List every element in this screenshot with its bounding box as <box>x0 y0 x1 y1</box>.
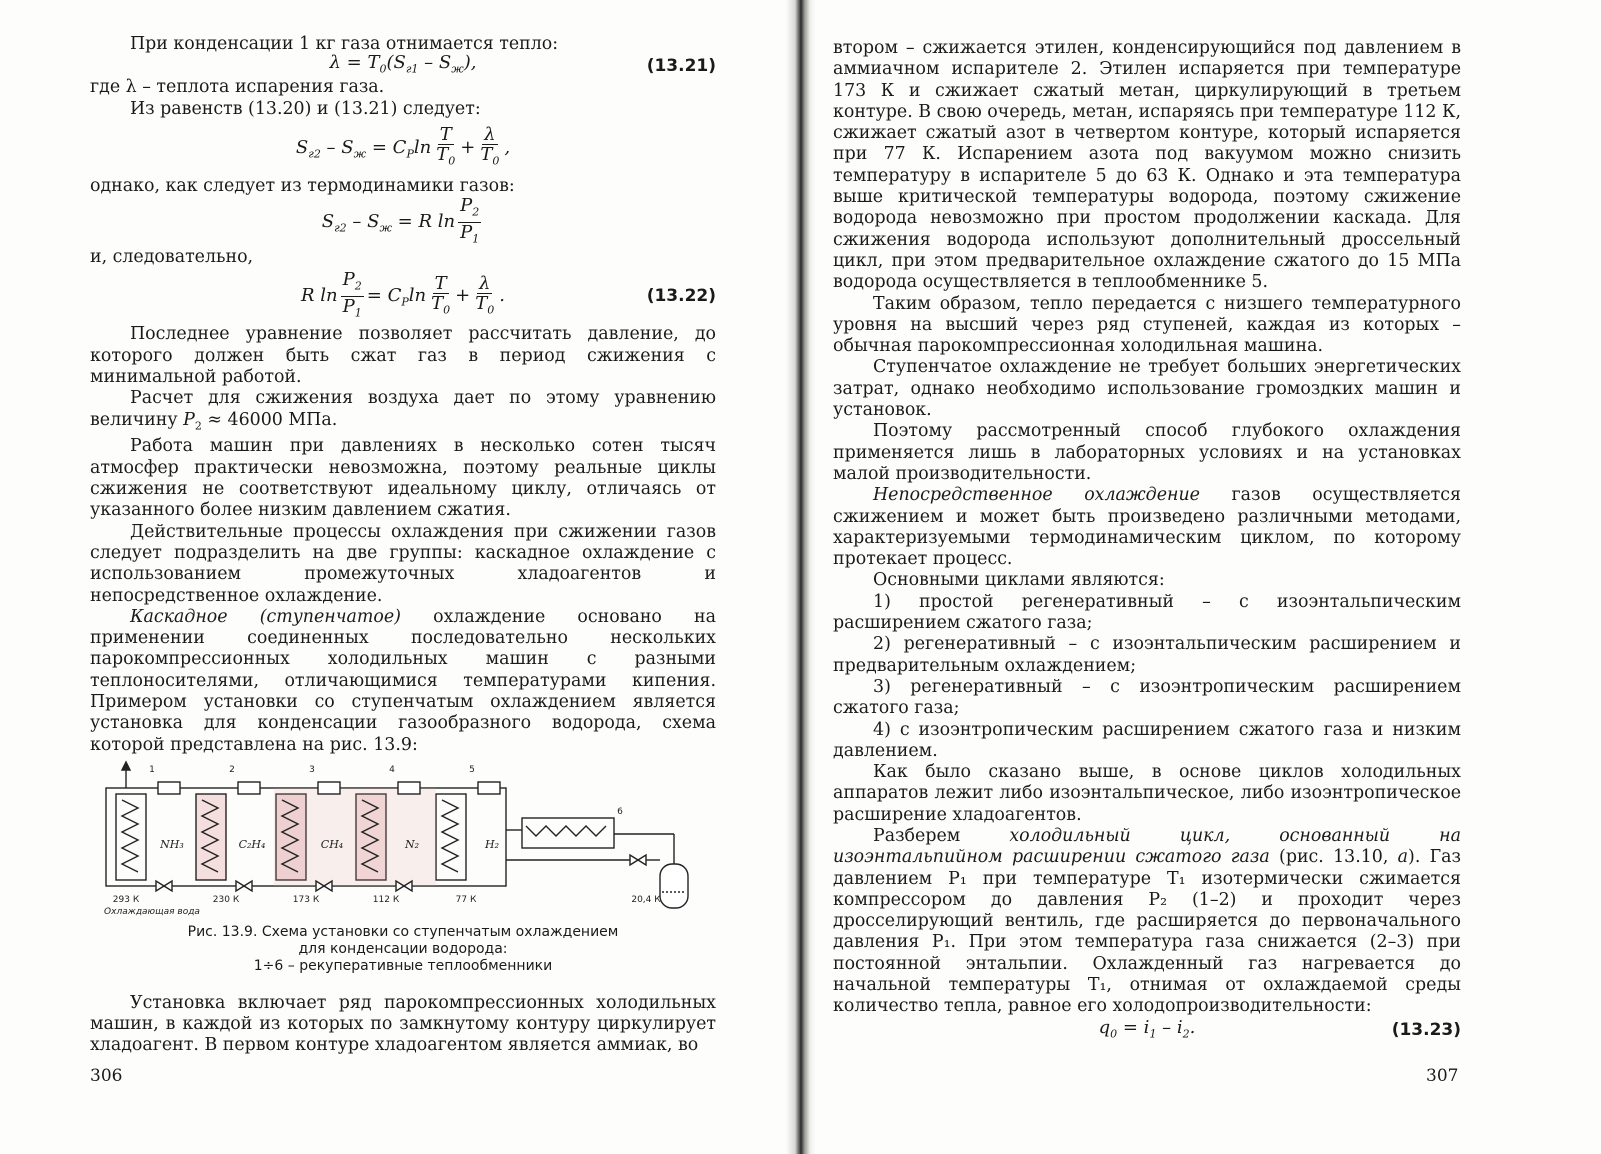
temperature-label: 112 К <box>372 894 400 905</box>
paragraph: Ступенчатое охлаждение не требует больших энергетических затрат, однако необходимо использование громоздких машин и установок. <box>833 357 1461 421</box>
heat-exchanger-6 <box>522 818 614 848</box>
paragraph: втором – сжижается этилен, конденсирующийся под давлением в аммиачном испарителе 2. Этилен испаряется при температуре 173 К и сжижает сжатый метан, циркулирующий в третьем контуре. В свою очередь, метан, испаряясь при температуре 112 К, сжижает сжатый азот в четвертом контуре, который испаряется при 77 К. Испарением азота под вакуумом можно снизить температуру в испарителе 5 до 63 К. Однако и эта температура выше критической температуры водорода, поэтому сжижение водорода невозможно при простом продолжении каскада. Для сжижения водорода используют дополнительный дроссельный цикл, при этом предварительное охлаждение сжатого до 15 МПа водорода осуществляется в теплообменнике 5. <box>833 38 1461 293</box>
list-item: 1) простой регенеративный – с изоэнтальпическим расширением сжатого газа; <box>833 591 1461 634</box>
paragraph: При конденсации 1 кг газа отнимается тепло: <box>130 34 559 54</box>
paragraph: Расчет для сжижения воздуха дает по этому уравнению величину $P_2 \approx 46000$ МПа. <box>90 388 716 433</box>
paragraph: и, следовательно, <box>90 247 254 268</box>
paragraph: Из равенств (13.20) и (13.21) следует: <box>130 98 481 119</box>
paragraph: Поэтому рассмотренный способ глубокого охлаждения применяется лишь в лабораторных условиях и на установках малой производительности. <box>833 421 1461 484</box>
paragraph: Действительные процессы охлаждения при сжижении газов следует подразделить на две группы: каскадное охлаждение с использованием промежуточных хладоагентов и непосредственное охлаждение. <box>90 521 716 606</box>
temperature-label: 230 К <box>212 894 240 905</box>
equation-entropy-2: $S_{г2} - S_ж = R$ ln $\frac{P_2}{P_1}$ <box>321 195 480 246</box>
figure-13-9-diagram <box>90 760 716 920</box>
paragraph: Как было сказано выше, в основе циклов холодильных аппаратов лежит либо изоэнтальпическое, либо изоэнтропическое расширение хладоагентов. <box>833 762 1461 825</box>
paragraph: Последнее уравнение позволяет рассчитать давление, до которого должен быть сжат газ в период сжижения с минимальной работой. <box>90 324 716 388</box>
right-page <box>800 0 1601 1154</box>
paragraph: где λ – теплота испарения газа. <box>90 77 385 98</box>
unit-number: 2 <box>229 764 235 775</box>
gas-label: H₂ <box>484 837 500 851</box>
temperature-label: 20,4 К <box>631 894 661 905</box>
cooling-water-label: Охлаждающая вода <box>104 906 200 917</box>
temperature-label: 173 К <box>292 894 320 905</box>
hydrogen-receiver <box>660 864 688 908</box>
gas-label: NH₃ <box>160 837 184 851</box>
gas-label: CH₄ <box>320 837 344 851</box>
temperature-label: 293 К <box>112 894 140 905</box>
right-text-column <box>833 38 1461 1044</box>
equation-13-22: R ln $\frac{P_2}{P_1}$ = $C_P\ln$ $\frac{T}{T_0}$ + $\frac{\lambda}{T_0}$ . (13.22) <box>301 269 716 320</box>
left-page <box>0 0 790 1154</box>
paragraph: однако, как следует из термодинамики газов: <box>90 175 515 196</box>
figure-caption: Рис. 13.9. Схема установки со ступенчатым охлаждением для конденсации водорода: 1÷6 – рекуперативные теплообменники <box>187 923 619 974</box>
unit-number: 3 <box>309 764 315 775</box>
equation-13-21: $\lambda = T_0(S_{г1} - S_ж)$, (13.21) <box>329 52 716 76</box>
paragraph: Работа машин при давлениях в несколько сотен тысяч атмосфер практически невозможна, поэтому реальные циклы сжижения не соответствуют идеальному циклу, отличаясь от указанного более низким давлением сжатия. <box>90 436 716 521</box>
temperature-label: 77 К <box>455 894 477 905</box>
paragraph: Разберем холодильный цикл, основанный на изоэнтальпийном расширении сжатого газа (рис. 13.10, а). Газ давлением P₁ при температуре T₁ изотермически сжимается компрессором до давления P₂ (1–2) и проходит через дросселирующий вентиль, где расширяется до первоначального давления P₁. При этом температура газа снижается (2–3) при постоянной энтальпии. Охлажденный газ нагревается до начальной температуры T₁, отнимая от охлаждаемой среды количество тепла, равное его холодопроизводительности: <box>833 825 1462 1017</box>
page-number: 307 <box>1426 1066 1459 1086</box>
equation-number: (13.23) <box>1391 1020 1461 1040</box>
equation-entropy-1: $S_{г2} - S_ж = C_P\ln$ $\frac{T}{T_0}$ + $\frac{\lambda}{T_0}$ , <box>295 124 511 168</box>
unit-number: 6 <box>617 806 623 817</box>
gas-label: C₂H₄ <box>238 837 266 851</box>
list-item: 4) с изоэнтропическим расширением сжатого газа и низким давлением. <box>833 719 1461 761</box>
paragraph: Установка включает ряд парокомпрессионных холодильных машин, в каждой из которых по замкнутому контуру циркулирует хладоагент. В первом контуре хладоагентом является аммиак, во <box>90 992 716 1056</box>
paragraph: Основными циклами являются: <box>873 570 1165 591</box>
gas-label: N₂ <box>404 837 420 851</box>
paragraph: Таким образом, тепло передается с низшего температурного уровня на высший через ряд ступеней, каждая из которых – обычная парокомпрессионная холодильная машина. <box>833 293 1461 357</box>
paragraph: Каскадное (ступенчатое) охлаждение основано на применении соединенных последовательно нескольких парокомпрессионных холодильных машин с разными теплоносителями, отличающимися температурами кипения. Примером установки со ступенчатым охлаждением является установка для конденсации газообразного водорода, схема которой представлена на рис. 13.9: <box>90 606 716 755</box>
equation-number: (13.22) <box>646 285 716 306</box>
list-item: 3) регенеративный – с изоэнтропическим расширением сжатого газа; <box>833 676 1461 719</box>
unit-number: 1 <box>149 764 155 775</box>
unit-number: 5 <box>469 764 475 775</box>
equation-13-23: $q_0 = i_1 - i_2$. (13.23) <box>1098 1016 1461 1041</box>
list-item: 2) регенеративный – с изоэнтальпическим расширением и предварительным охлаждением; <box>833 634 1461 676</box>
paragraph: Непосредственное охлаждение газов осуществляется сжижением и может быть произведено различными методами, характеризуемыми термодинамическим циклом, по которому протекает процесс. <box>833 485 1462 570</box>
page-number: 306 <box>90 1066 123 1086</box>
equation-number: (13.21) <box>646 55 716 76</box>
left-text-column <box>90 34 716 1057</box>
unit-number: 4 <box>389 764 395 775</box>
